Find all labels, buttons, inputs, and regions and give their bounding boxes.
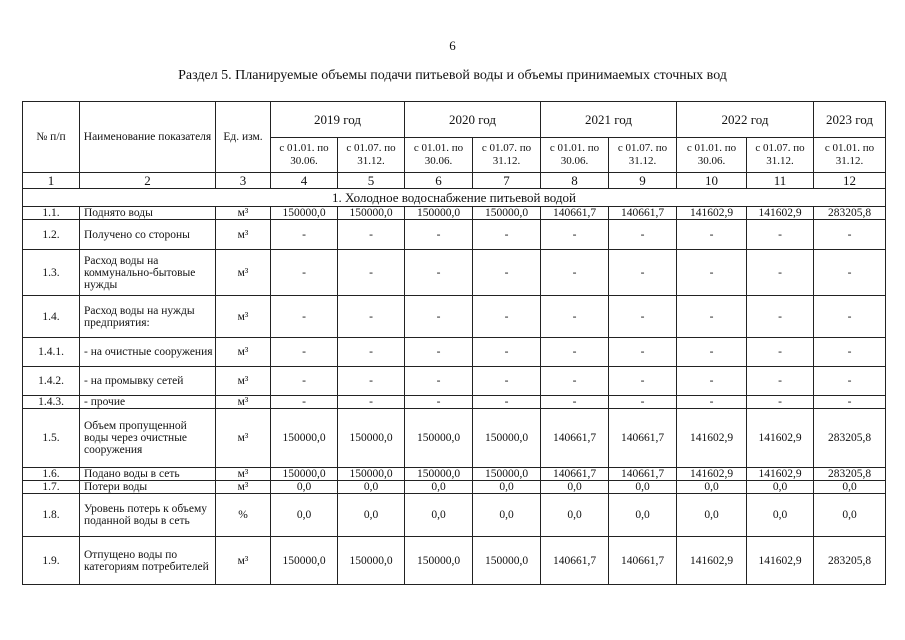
table-row	[23, 220, 886, 250]
water-volumes-table	[22, 101, 886, 585]
row-value: -	[609, 367, 677, 396]
row-name: Потери воды	[80, 481, 216, 494]
row-value: 0,0	[473, 494, 541, 537]
column-index: 9	[609, 173, 677, 189]
row-value: -	[405, 338, 473, 367]
row-value: 0,0	[405, 481, 473, 494]
row-value: 283205,8	[814, 468, 886, 481]
row-value: -	[747, 396, 814, 409]
row-value: 0,0	[814, 481, 886, 494]
row-value: -	[814, 396, 886, 409]
column-index: 5	[338, 173, 405, 189]
row-value: 141602,9	[677, 468, 747, 481]
row-value: 150000,0	[473, 468, 541, 481]
row-value: -	[677, 296, 747, 338]
row-value: 0,0	[814, 494, 886, 537]
row-value: 150000,0	[271, 409, 338, 468]
header-period: с 01.07. по 31.12.	[473, 138, 541, 173]
header-period: с 01.01. по 30.06.	[677, 138, 747, 173]
row-value: 0,0	[677, 494, 747, 537]
table-row	[23, 367, 886, 396]
table-row	[23, 409, 886, 468]
row-number: 1.4.2.	[23, 367, 80, 396]
row-number: 1.4.1.	[23, 338, 80, 367]
column-index: 6	[405, 173, 473, 189]
row-unit: м³	[216, 537, 271, 585]
row-value: -	[338, 220, 405, 250]
header-period: с 01.01. по 30.06.	[405, 138, 473, 173]
row-value: -	[338, 396, 405, 409]
table-row	[23, 207, 886, 220]
row-value: 150000,0	[338, 207, 405, 220]
row-value: -	[541, 250, 609, 296]
column-index: 1	[23, 173, 80, 189]
row-value: 283205,8	[814, 537, 886, 585]
header-period: с 01.01. по 30.06.	[271, 138, 338, 173]
row-value: -	[747, 367, 814, 396]
row-value: -	[405, 296, 473, 338]
row-value: 140661,7	[541, 537, 609, 585]
row-value: 150000,0	[473, 537, 541, 585]
row-number: 1.3.	[23, 250, 80, 296]
row-value: -	[473, 338, 541, 367]
column-index: 4	[271, 173, 338, 189]
row-unit: м³	[216, 220, 271, 250]
row-value: -	[338, 338, 405, 367]
row-name: Подано воды в сеть	[80, 468, 216, 481]
row-value: 150000,0	[405, 537, 473, 585]
header-period: с 01.07. по 31.12.	[609, 138, 677, 173]
row-number: 1.1.	[23, 207, 80, 220]
section-heading: 1. Холодное водоснабжение питьевой водой	[23, 189, 886, 207]
row-value: 0,0	[747, 481, 814, 494]
row-value: 283205,8	[814, 409, 886, 468]
row-unit: м³	[216, 481, 271, 494]
column-index: 11	[747, 173, 814, 189]
row-value: -	[473, 396, 541, 409]
row-value: 0,0	[609, 481, 677, 494]
row-value: 150000,0	[405, 409, 473, 468]
row-number: 1.4.	[23, 296, 80, 338]
row-value: 0,0	[747, 494, 814, 537]
row-value: 141602,9	[747, 468, 814, 481]
row-unit: %	[216, 494, 271, 537]
column-index: 7	[473, 173, 541, 189]
row-value: -	[677, 396, 747, 409]
row-unit: м³	[216, 409, 271, 468]
row-value: 141602,9	[677, 409, 747, 468]
table-row	[23, 338, 886, 367]
row-unit: м³	[216, 468, 271, 481]
column-index: 8	[541, 173, 609, 189]
row-value: -	[609, 250, 677, 296]
table-row	[23, 537, 886, 585]
row-unit: м³	[216, 296, 271, 338]
row-value: -	[677, 367, 747, 396]
row-value: -	[405, 250, 473, 296]
row-value: 140661,7	[541, 207, 609, 220]
row-value: 140661,7	[609, 207, 677, 220]
header-year: 2020 год	[405, 102, 541, 138]
row-value: -	[747, 296, 814, 338]
row-value: 140661,7	[609, 537, 677, 585]
row-name: Расход воды на нужды предприятия:	[80, 296, 216, 338]
row-value: -	[609, 296, 677, 338]
column-index: 3	[216, 173, 271, 189]
row-value: 140661,7	[541, 468, 609, 481]
row-value: 0,0	[271, 481, 338, 494]
row-value: -	[271, 220, 338, 250]
header-unit: Ед. изм.	[216, 102, 271, 173]
row-name: - прочие	[80, 396, 216, 409]
column-index: 10	[677, 173, 747, 189]
header-name: Наименование показателя	[80, 102, 216, 173]
row-number: 1.8.	[23, 494, 80, 537]
row-name: Отпущено воды по категориям потребителей	[80, 537, 216, 585]
row-value: -	[473, 250, 541, 296]
row-value: -	[747, 338, 814, 367]
row-name: - на очистные сооружения	[80, 338, 216, 367]
row-number: 1.9.	[23, 537, 80, 585]
row-value: -	[609, 338, 677, 367]
row-value: -	[677, 250, 747, 296]
row-value: -	[814, 338, 886, 367]
row-value: 150000,0	[271, 537, 338, 585]
row-value: 140661,7	[541, 409, 609, 468]
row-value: 0,0	[609, 494, 677, 537]
row-value: -	[405, 367, 473, 396]
row-name: - на промывку сетей	[80, 367, 216, 396]
row-value: -	[814, 250, 886, 296]
row-value: -	[541, 296, 609, 338]
row-value: 0,0	[338, 494, 405, 537]
row-value: -	[747, 220, 814, 250]
row-unit: м³	[216, 396, 271, 409]
header-period: с 01.01. по 30.06.	[541, 138, 609, 173]
row-value: 150000,0	[338, 537, 405, 585]
row-name: Объем пропущенной воды через очистные сооружения	[80, 409, 216, 468]
row-value: 150000,0	[338, 409, 405, 468]
row-value: 140661,7	[609, 468, 677, 481]
row-value: -	[609, 220, 677, 250]
row-value: -	[338, 296, 405, 338]
row-value: 0,0	[473, 481, 541, 494]
section-title: Раздел 5. Планируемые объемы подачи питьевой воды и объемы принимаемых сточных вод	[178, 68, 727, 83]
table-row	[23, 494, 886, 537]
row-value: 0,0	[541, 481, 609, 494]
row-value: -	[338, 367, 405, 396]
row-unit: м³	[216, 250, 271, 296]
row-number: 1.7.	[23, 481, 80, 494]
row-number: 1.4.3.	[23, 396, 80, 409]
row-value: 150000,0	[473, 409, 541, 468]
row-value: -	[338, 250, 405, 296]
row-value: -	[405, 396, 473, 409]
row-value: -	[541, 367, 609, 396]
row-value: 140661,7	[609, 409, 677, 468]
row-value: 0,0	[338, 481, 405, 494]
row-number: 1.5.	[23, 409, 80, 468]
row-value: -	[473, 296, 541, 338]
header-period: с 01.01. по 31.12.	[814, 138, 886, 173]
row-unit: м³	[216, 367, 271, 396]
row-value: -	[814, 296, 886, 338]
header-year: 2023 год	[814, 102, 886, 138]
header-year: 2019 год	[271, 102, 405, 138]
row-value: 150000,0	[338, 468, 405, 481]
row-value: -	[271, 396, 338, 409]
row-name: Получено со стороны	[80, 220, 216, 250]
row-value: -	[814, 367, 886, 396]
row-value: -	[541, 220, 609, 250]
row-name: Поднято воды	[80, 207, 216, 220]
table-row	[23, 481, 886, 494]
row-number: 1.2.	[23, 220, 80, 250]
header-num: № п/п	[23, 102, 80, 173]
table-row	[23, 250, 886, 296]
page-number: 6	[449, 38, 456, 53]
row-value: -	[609, 396, 677, 409]
header-year: 2021 год	[541, 102, 677, 138]
row-value: -	[271, 367, 338, 396]
column-index: 2	[80, 173, 216, 189]
column-index: 12	[814, 173, 886, 189]
row-value: 283205,8	[814, 207, 886, 220]
row-value: 150000,0	[271, 468, 338, 481]
row-value: -	[814, 220, 886, 250]
row-value: 150000,0	[271, 207, 338, 220]
table-row	[23, 296, 886, 338]
row-value: 141602,9	[677, 207, 747, 220]
row-value: 150000,0	[473, 207, 541, 220]
row-value: -	[473, 367, 541, 396]
row-value: -	[677, 220, 747, 250]
header-period: с 01.07. по 31.12.	[747, 138, 814, 173]
row-value: -	[271, 250, 338, 296]
row-value: 150000,0	[405, 468, 473, 481]
row-value: 141602,9	[747, 409, 814, 468]
row-name: Уровень потерь к объему поданной воды в сеть	[80, 494, 216, 537]
row-value: 0,0	[677, 481, 747, 494]
row-value: -	[541, 396, 609, 409]
row-unit: м³	[216, 207, 271, 220]
row-name: Расход воды на коммунально-бытовые нужды	[80, 250, 216, 296]
row-value: 141602,9	[747, 207, 814, 220]
table-row	[23, 396, 886, 409]
row-value: -	[747, 250, 814, 296]
row-number: 1.6.	[23, 468, 80, 481]
header-period: с 01.07. по 31.12.	[338, 138, 405, 173]
row-value: -	[541, 338, 609, 367]
row-value: 0,0	[271, 494, 338, 537]
row-value: -	[677, 338, 747, 367]
row-unit: м³	[216, 338, 271, 367]
row-value: 0,0	[541, 494, 609, 537]
row-value: 141602,9	[677, 537, 747, 585]
header-year: 2022 год	[677, 102, 814, 138]
row-value: -	[271, 338, 338, 367]
row-value: -	[271, 296, 338, 338]
row-value: 150000,0	[405, 207, 473, 220]
row-value: 0,0	[405, 494, 473, 537]
table-row	[23, 468, 886, 481]
row-value: -	[405, 220, 473, 250]
row-value: 141602,9	[747, 537, 814, 585]
row-value: -	[473, 220, 541, 250]
